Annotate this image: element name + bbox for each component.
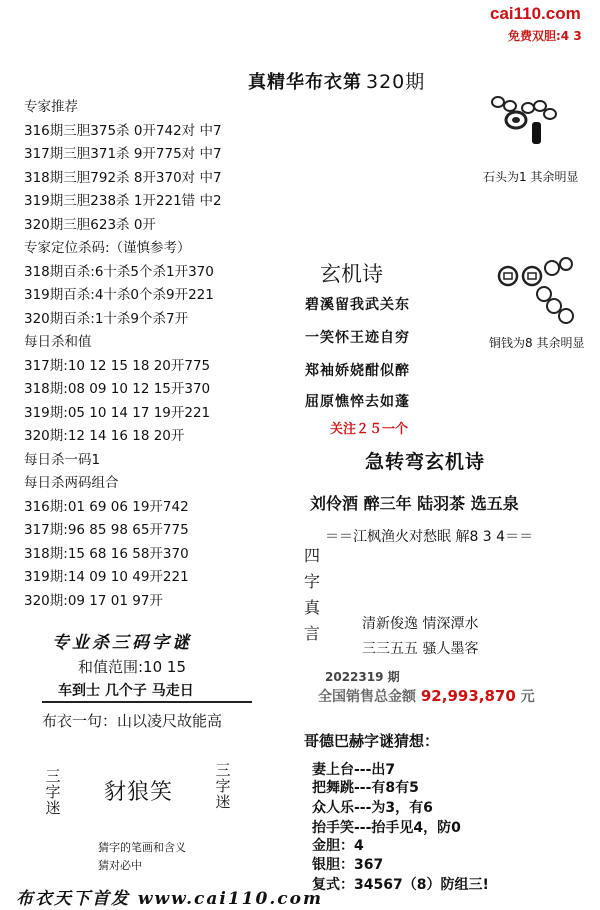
list-item: 319期三胆238杀 1开221错 中2 — [24, 193, 222, 209]
list-item: 每日杀和值 — [24, 334, 92, 350]
sale-unit: 元 — [520, 689, 535, 705]
goldbach-line: 抬手笑---抬手见4，防0 — [312, 820, 461, 836]
goldbach-line: 复式：34567（8）防组三! — [312, 877, 489, 893]
side-char: 迷 — [215, 793, 231, 811]
side-char: 迷 — [45, 799, 61, 817]
list-item: 320期:09 17 01 97开 — [24, 592, 163, 609]
list-item: 318期:15 68 16 58开370 — [24, 545, 189, 562]
section-title: 急转弯玄机诗 — [365, 451, 486, 473]
list-item: 318期百杀:6十杀5个杀1开370 — [24, 263, 214, 280]
riddle-word: 豺狼笑 — [104, 780, 174, 805]
poem-line: 屈原憔悴去如蓬 — [305, 394, 410, 410]
hint-2: 猜对必中 — [98, 859, 142, 872]
sale-label: 全国销售总金额 — [318, 689, 416, 705]
sum-range: 和值范围:10 15 — [78, 658, 186, 676]
poem-line: 碧溪留我武关东 — [305, 297, 410, 313]
list-item: 319期百杀:4十杀0个杀9开221 — [24, 287, 214, 303]
list-item: 316期:01 69 06 19开742 — [24, 498, 189, 515]
four-char-title — [304, 543, 324, 647]
four-char: 言 — [304, 624, 321, 643]
saying: 布衣一句：山以凌尺故能高 — [42, 712, 223, 730]
stone-chain-icon — [490, 92, 570, 162]
four-char: 真 — [304, 598, 321, 617]
coin-chain-icon — [494, 256, 584, 328]
list-item: 319期:14 09 10 49开221 — [24, 569, 189, 585]
side-char: 三 — [45, 767, 61, 785]
list-item: 专家定位杀码:（谨慎参考） — [24, 240, 191, 256]
goldbach-line: 把舞跳---有8有5 — [312, 780, 419, 796]
issue-number: 320期 — [366, 71, 426, 93]
free-pick: 免费双胆:4 3 — [508, 29, 582, 43]
list-item: 专家推荐 — [24, 99, 78, 115]
four-char: 四 — [304, 546, 321, 565]
goldbach-line: 妻上台---出7 — [312, 762, 396, 778]
goldbach-line: 金胆：4 — [312, 838, 364, 854]
list-item: 320期:12 14 16 18 20开 — [24, 428, 185, 444]
list-item: 319期:05 10 14 17 19开221 — [24, 404, 211, 421]
side-char: 三 — [215, 761, 231, 779]
list-item: 317期三胆371杀 9开775对 中7 — [24, 146, 222, 162]
divider — [42, 701, 252, 703]
footer-banner[interactable]: 布衣天下首发 www.cai110.com — [16, 889, 323, 909]
riddle-line: 车到士 几个子 马走日 — [58, 683, 194, 699]
list-item: 320期百杀:1十杀9个杀7开 — [24, 310, 189, 327]
poem-line: 一笑怀王迹自穷 — [305, 330, 410, 346]
jiang-line: ＝＝江枫渔火对愁眠 解8 3 4＝＝ — [325, 529, 534, 545]
four-char: 字 — [304, 572, 321, 591]
list-item: 320期三胆623杀 0开 — [24, 216, 156, 233]
sale-issue: 2022319 期 — [325, 670, 400, 684]
side-label-right — [214, 762, 232, 810]
list-item: 每日杀两码组合 — [24, 475, 119, 491]
sale-total — [318, 686, 535, 706]
page-title — [248, 67, 425, 94]
goldbach-line: 银胆：367 — [312, 857, 384, 873]
left-list — [24, 96, 289, 613]
zhen-line: 清新俊逸 情深潭水 — [362, 616, 479, 632]
goldbach-title: 哥德巴赫字谜猜想： — [304, 732, 440, 750]
poem-title: 玄机诗 — [320, 262, 383, 286]
side-char: 字 — [45, 783, 61, 801]
list-item: 316期三胆375杀 0开742对 中7 — [24, 122, 222, 139]
zhen-line: 三三五五 骚人墨客 — [362, 641, 479, 657]
list-item: 317期:10 12 15 18 20开775 — [24, 357, 211, 374]
poem-line: 郑袖娇娆酣似醉 — [305, 363, 410, 379]
follow-note: 关注２５一个 — [330, 422, 409, 437]
coin-caption: 铜钱为8 其余明显 — [489, 336, 585, 350]
site-brand[interactable]: cai110.com — [490, 4, 581, 23]
side-label-left — [44, 768, 62, 816]
mystery-heading: 专业杀三码字谜 — [52, 633, 192, 653]
list-item: 318期三胆792杀 8开370对 中7 — [24, 169, 222, 186]
stone-caption: 石头为1 其余明显 — [483, 170, 579, 184]
title-text: 真精华布衣第 — [248, 72, 362, 93]
list-item: 318期:08 09 10 12 15开370 — [24, 381, 211, 397]
side-char: 字 — [215, 777, 231, 795]
sale-amount: 92,993,870 — [420, 687, 516, 705]
goldbach-line: 众人乐---为3，有6 — [312, 800, 433, 816]
poem-big-line: 刘伶酒 醉三年 陆羽茶 选五泉 — [310, 494, 519, 513]
list-item: 每日杀一码1 — [24, 451, 101, 468]
list-item: 317期:96 85 98 65开775 — [24, 522, 189, 538]
hint-1: 猜字的笔画和含义 — [98, 841, 186, 854]
